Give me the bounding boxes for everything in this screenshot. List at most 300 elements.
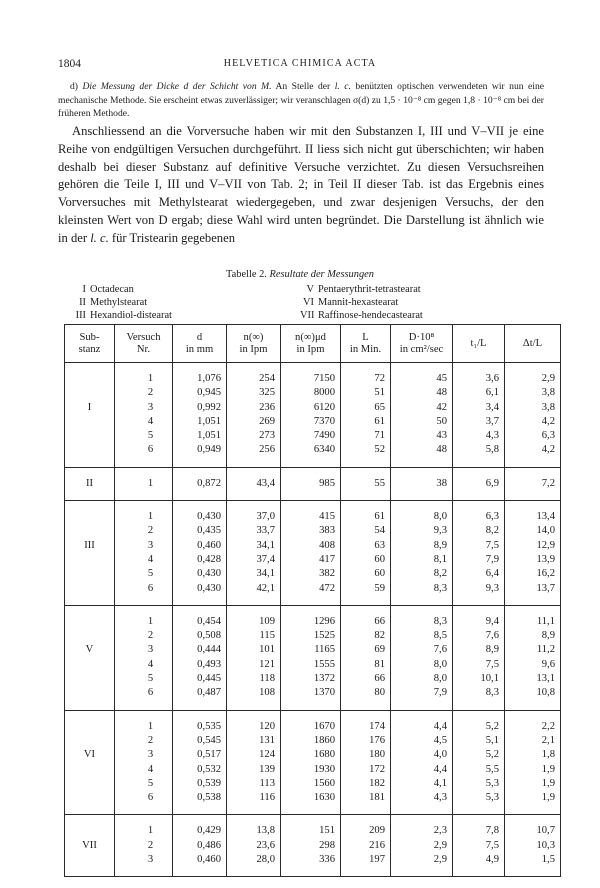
spacer-cell [281,596,341,606]
table-cell: 1,051 [173,415,227,429]
spacer-cell [115,701,173,711]
spacer-cell [115,501,173,511]
table-cell: 139 [227,763,281,777]
table-cell: 5,1 [453,734,505,748]
table-cell: 37,0 [227,510,281,524]
table-cell: 43,4 [227,477,281,491]
table-cell: 417 [281,553,341,567]
table-row [65,539,561,553]
table-cell: 4,3 [453,429,505,443]
table-cell: 4 [115,658,173,672]
table-cell: 10,7 [505,824,561,838]
table-cell: 65 [341,401,391,415]
spacer-cell [281,710,341,720]
table-cell: 6340 [281,443,341,457]
table-cell: 336 [281,853,341,867]
spacer-cell [341,605,391,615]
table-cell: 52 [341,443,391,457]
substance-cell [65,415,115,429]
table-cell: 2,9 [505,372,561,386]
table-row [65,553,561,567]
table-cell: 1 [115,510,173,524]
spacer-cell [453,501,505,511]
table-row [65,763,561,777]
table-cell: 256 [227,443,281,457]
spacer-cell [115,710,173,720]
table-cell: 5,3 [453,777,505,791]
table-cell: 5,2 [453,720,505,734]
spacer-cell [65,467,115,477]
table-cell: 3 [115,401,173,415]
legend-name: Raffinose-hendecastearat [318,310,423,321]
table-cell: 2,9 [391,839,453,853]
legend-num: VI [303,297,314,308]
table-cell: 9,3 [391,524,453,538]
table-cell: 13,7 [505,582,561,596]
spacer-cell [281,491,341,501]
column-header-line: Nr. [136,343,151,355]
spacer-cell [115,491,173,501]
spacer-cell [65,605,115,615]
table-row [65,524,561,538]
table-cell: 6,3 [453,510,505,524]
spacer-cell [453,867,505,877]
table-row [65,720,561,734]
table-cell: 2 [115,524,173,538]
table-cell: 1 [115,824,173,838]
column-header-line: d [196,331,203,343]
spacer-cell [65,363,115,373]
spacer-row [65,605,561,615]
table-row [65,510,561,524]
column-header-line: Sub- [79,331,100,343]
table-row [65,582,561,596]
legend-num: V [306,284,314,295]
substance-cell: II [65,477,115,491]
table-cell: 8,2 [391,567,453,581]
table-cell: 0,517 [173,748,227,762]
table-cell: 0,538 [173,791,227,805]
spacer-cell [341,701,391,711]
table-cell: 121 [227,658,281,672]
table-cell: 0,430 [173,510,227,524]
table-cell: 6 [115,443,173,457]
spacer-cell [505,501,561,511]
table-row [65,386,561,400]
spacer-cell [453,805,505,815]
legend-name: Methylstearat [90,297,148,308]
table-cell: 4,9 [453,853,505,867]
legend-num: III [75,310,86,321]
column-header-line: n(∞)μd [295,331,326,343]
table-cell: 1,9 [505,777,561,791]
table-cell: 3 [115,853,173,867]
table-row [65,443,561,457]
spacer-cell [391,596,453,606]
table-row [65,567,561,581]
table-cell: 3 [115,748,173,762]
table-cell: 60 [341,553,391,567]
table-cell: 131 [227,734,281,748]
spacer-cell [65,805,115,815]
table-cell: 0,428 [173,553,227,567]
spacer-row [65,867,561,877]
legend-name: Pentaerythrit-tetrastearat [318,284,421,295]
table-cell: 10,8 [505,686,561,700]
column-header [391,325,453,363]
table-cell: 6,4 [453,567,505,581]
table-cell: 5 [115,567,173,581]
table-cell: 6120 [281,401,341,415]
table-cell: 69 [341,643,391,657]
substance-cell [65,763,115,777]
table-cell: 7,6 [453,629,505,643]
table-cell: 0,435 [173,524,227,538]
spacer-cell [173,815,227,825]
spacer-cell [65,701,115,711]
table-cell: 0,460 [173,853,227,867]
table-cell: 209 [341,824,391,838]
table-cell: 4,2 [505,415,561,429]
spacer-cell [227,867,281,877]
table-cell: 172 [341,763,391,777]
table-cell: 7,5 [453,658,505,672]
spacer-cell [341,815,391,825]
table-cell: 174 [341,720,391,734]
spacer-cell [453,701,505,711]
table-cell: 0,992 [173,401,227,415]
table-cell: 6 [115,582,173,596]
table-cell: 108 [227,686,281,700]
spacer-cell [227,491,281,501]
table-cell: 4 [115,553,173,567]
table-cell: 4,5 [391,734,453,748]
table-cell: 101 [227,643,281,657]
table-cell: 0,429 [173,824,227,838]
table-cell: 254 [227,372,281,386]
paragraph-d: d) Die Messung der Dicke d der Schicht von M. An Stelle der l. c. benützten optischen verwendeten wir nun eine mechanische Methode. Sie erscheint etwas zuverlässiger; wir veranschlagen σ(d) zu 1,5 · 10⁻⁸ cm gegen 1,8 · 10⁻⁸ cm bei der früheren Methode. [58,81,545,119]
header-row [65,325,561,363]
legend-name: Hexandiol-distearat [90,310,172,321]
table-cell: 8,9 [453,643,505,657]
spacer-cell [505,701,561,711]
table-cell: 72 [341,372,391,386]
spacer-cell [391,815,453,825]
table-cell: 11,1 [505,615,561,629]
table-cell: 4,1 [391,777,453,791]
table-cell: 5 [115,429,173,443]
spacer-cell [227,467,281,477]
substance-cell: III [65,539,115,553]
spacer-row [65,363,561,373]
substance-cell: VII [65,839,115,853]
substance-cell [65,720,115,734]
table-cell: 2,3 [391,824,453,838]
substance-cell [65,386,115,400]
spacer-cell [341,805,391,815]
spacer-cell [115,815,173,825]
table-cell: 0,945 [173,386,227,400]
journal-title: HELVETICA CHIMICA ACTA [223,58,377,69]
spacer-cell [173,867,227,877]
spacer-cell [391,491,453,501]
table-cell: 51 [341,386,391,400]
spacer-cell [505,805,561,815]
spacer-cell [115,805,173,815]
table-cell: 408 [281,539,341,553]
spacer-cell [391,501,453,511]
table-cell: 1555 [281,658,341,672]
spacer-row [65,815,561,825]
table-cell: 2,9 [391,853,453,867]
column-header-line: L [362,331,369,343]
spacer-cell [227,815,281,825]
column-header-line: in mm [185,343,214,355]
table-cell: 0,454 [173,615,227,629]
table-cell: 3,8 [505,401,561,415]
spacer-cell [115,867,173,877]
table-cell: 0,487 [173,686,227,700]
spacer-cell [65,491,115,501]
spacer-cell [453,596,505,606]
spacer-row [65,805,561,815]
spacer-cell [505,596,561,606]
table-cell: 6 [115,686,173,700]
spacer-cell [281,701,341,711]
spacer-cell [391,805,453,815]
table-cell: 0,539 [173,777,227,791]
table-cell: 269 [227,415,281,429]
table-cell: 7,2 [505,477,561,491]
spacer-cell [281,867,341,877]
table-cell: 7,5 [453,839,505,853]
spacer-cell [505,458,561,468]
column-header-line: Versuch [126,331,161,343]
table-cell: 182 [341,777,391,791]
spacer-cell [391,701,453,711]
table-cell: 8,2 [453,524,505,538]
substance-cell [65,615,115,629]
table-row [65,791,561,805]
spacer-cell [227,363,281,373]
table-cell: 4,2 [505,443,561,457]
table-cell: 7,5 [453,539,505,553]
column-header-line: stanz [78,343,101,355]
table-cell: 4 [115,763,173,777]
table-title: Resultate der Messungen [269,269,374,280]
page-header [58,58,542,72]
table-cell: 7,9 [453,553,505,567]
column-header [115,325,173,363]
spacer-cell [65,710,115,720]
table-cell: 113 [227,777,281,791]
table-cell: 2 [115,629,173,643]
table-cell: 55 [341,477,391,491]
table-cell: 59 [341,582,391,596]
spacer-cell [453,491,505,501]
column-header [453,325,505,363]
table-cell: 985 [281,477,341,491]
table-row [65,853,561,867]
table-header [65,325,561,363]
table-cell: 3,4 [453,401,505,415]
table-cell: 7490 [281,429,341,443]
table-cell: 34,1 [227,539,281,553]
column-header [341,325,391,363]
table-cell: 7150 [281,372,341,386]
table-cell: 0,430 [173,567,227,581]
table-row [65,672,561,686]
table-cell: 48 [391,443,453,457]
table-cell: 181 [341,791,391,805]
table-cell: 8,9 [391,539,453,553]
table-cell: 7,8 [453,824,505,838]
table-row [65,734,561,748]
spacer-cell [453,605,505,615]
table-cell: 23,6 [227,839,281,853]
table-cell: 298 [281,839,341,853]
substance-cell [65,372,115,386]
table-row [65,824,561,838]
table-cell: 81 [341,658,391,672]
substance-cell [65,553,115,567]
table-cell: 8,5 [391,629,453,643]
table-cell: 6 [115,791,173,805]
table-row [65,777,561,791]
spacer-cell [173,596,227,606]
table-cell: 12,9 [505,539,561,553]
table-cell: 4 [115,415,173,429]
spacer-cell [391,363,453,373]
table-cell: 1630 [281,791,341,805]
table-label: Tabelle 2. [226,269,267,280]
table-cell: 0,872 [173,477,227,491]
substance-cell [65,853,115,867]
table-cell: 5 [115,672,173,686]
spacer-cell [173,467,227,477]
table-cell: 80 [341,686,391,700]
table-cell: 8,3 [391,615,453,629]
column-header [173,325,227,363]
column-header-line: in cm²/sec [399,343,444,355]
table-cell: 11,2 [505,643,561,657]
table-cell: 1 [115,477,173,491]
spacer-row [65,710,561,720]
spacer-cell [505,710,561,720]
table-cell: 13,1 [505,672,561,686]
table-cell: 3,6 [453,372,505,386]
table-cell: 4,0 [391,748,453,762]
spacer-cell [65,815,115,825]
spacer-cell [453,467,505,477]
table-cell: 1 [115,372,173,386]
column-header-line: n(∞) [243,331,264,343]
table-cell: 71 [341,429,391,443]
substance-cell [65,429,115,443]
main-paragraph: Anschliessend an die Vorversuche haben wir mit den Substanzen I, III und V–VII je eine Reihe von endgültigen Versuchen durchgeführt. II liess sich nicht gut überschichten; wir haben deshalb bei dieser Substanz auf definitive Versuche verzichtet. Zu diesen Versuchsreihen gehören die Teile I, III und V–VII von Tab. 2; in Teil II dieser Tab. ist das Ergebnis eines Vorversuches mit Methylstearat wiedergegeben, und zwar desjenigen Versuchs, der den kleinsten Wert von D ergab; diese Wahl wird unten begründet. Die Darstellung ist ähnlich wie in der l. c. für Tristearin gegebenen [58,124,544,245]
table-cell: 4,4 [391,763,453,777]
substance-cell [65,777,115,791]
table-cell: 1860 [281,734,341,748]
table-cell: 16,2 [505,567,561,581]
table-row [65,615,561,629]
table-cell: 1,076 [173,372,227,386]
table-cell: 1,9 [505,763,561,777]
spacer-cell [227,501,281,511]
table-cell: 82 [341,629,391,643]
table-cell: 6,3 [505,429,561,443]
spacer-cell [227,596,281,606]
table-cell: 28,0 [227,853,281,867]
spacer-cell [505,467,561,477]
spacer-cell [341,491,391,501]
table-cell: 5,3 [453,791,505,805]
table-cell: 7,6 [391,643,453,657]
table-cell: 61 [341,510,391,524]
table-cell: 34,1 [227,567,281,581]
table-cell: 0,486 [173,839,227,853]
table-cell: 54 [341,524,391,538]
substance-cell [65,443,115,457]
table-cell: 180 [341,748,391,762]
spacer-cell [341,867,391,877]
column-header [65,325,115,363]
table-cell: 61 [341,415,391,429]
table-cell: 3 [115,539,173,553]
spacer-cell [115,467,173,477]
spacer-cell [173,701,227,711]
table-cell: 273 [227,429,281,443]
table-cell: 5,2 [453,748,505,762]
column-header-line: in Ipm [296,343,325,355]
table-row [65,658,561,672]
spacer-cell [227,710,281,720]
substance-group [65,363,561,468]
legend-name: Mannit-hexastearat [318,297,399,308]
column-header [281,325,341,363]
column-header [227,325,281,363]
table-row [65,372,561,386]
spacer-cell [505,867,561,877]
legend-num: II [79,297,86,308]
substance-cell: V [65,643,115,657]
substance-cell [65,824,115,838]
table-cell: 1680 [281,748,341,762]
spacer-row [65,501,561,511]
substance-group [65,467,561,500]
table-cell: 43 [391,429,453,443]
table-cell: 7370 [281,415,341,429]
table-cell: 63 [341,539,391,553]
table-cell: 50 [391,415,453,429]
spacer-cell [173,491,227,501]
table-cell: 45 [391,372,453,386]
table-row [65,686,561,700]
table-cell: 0,444 [173,643,227,657]
table-cell: 6,9 [453,477,505,491]
spacer-cell [341,710,391,720]
table-cell: 8,0 [391,510,453,524]
spacer-cell [173,363,227,373]
table-cell: 1 [115,720,173,734]
table-cell: 4,3 [391,791,453,805]
spacer-cell [227,458,281,468]
table-row [65,748,561,762]
substance-cell [65,791,115,805]
legend-name: Octadecan [90,284,134,295]
table-cell: 13,8 [227,824,281,838]
table-cell: 42,1 [227,582,281,596]
